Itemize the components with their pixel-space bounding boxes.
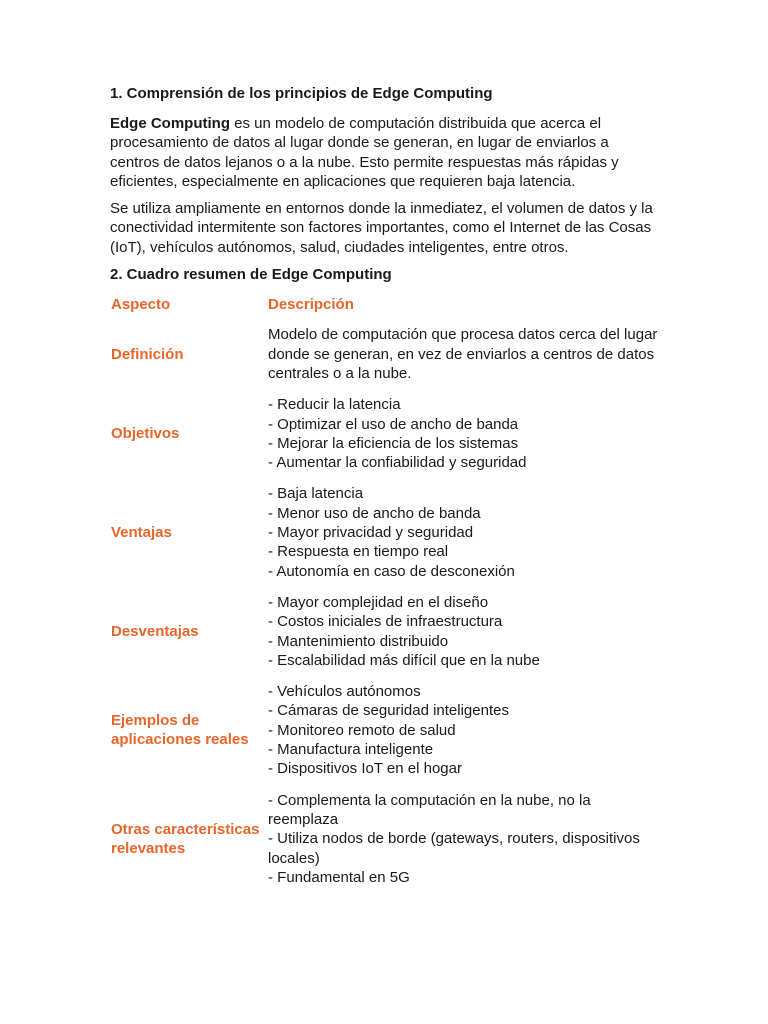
row-aspect: Ventajas — [111, 524, 172, 542]
description-line: - Utiliza nodos de borde (gateways, routers, dispositivos locales) — [268, 830, 640, 867]
header-description: Descripción — [268, 296, 354, 314]
header-aspect: Aspecto — [111, 296, 171, 314]
description-line: - Respuesta en tiempo real — [268, 543, 449, 561]
table-row — [110, 395, 662, 472]
edge-computing-term: Edge Computing — [110, 115, 230, 132]
description-line: - Dispositivos IoT en el hogar — [268, 760, 462, 778]
description-line: - Fundamental en 5G — [268, 868, 410, 886]
description-line: - Autonomía en caso de desconexión — [268, 562, 515, 580]
row-aspect: Ejemplos de aplicaciones reales — [111, 712, 249, 749]
table-row — [110, 484, 662, 580]
row-description — [268, 395, 662, 472]
document-page — [110, 84, 662, 899]
row-aspect: Objetivos — [111, 425, 180, 443]
description-line: - Mayor complejidad en el diseño — [268, 593, 489, 611]
description-line: - Vehículos autónomos — [268, 683, 421, 701]
table-body — [110, 325, 662, 887]
description-line: - Monitoreo remoto de salud — [268, 721, 456, 739]
row-description — [268, 484, 662, 580]
table-row — [110, 325, 662, 383]
description-line: - Aumentar la confiabilidad y seguridad — [268, 454, 527, 472]
row-description — [268, 682, 662, 778]
table-row — [110, 593, 662, 670]
description-line: - Optimizar el uso de ancho de banda — [268, 415, 519, 433]
description-line: - Reducir la latencia — [268, 396, 401, 414]
section-1-paragraph-2: Se utiliza ampliamente en entornos donde la inmediatez, el volumen de datos y la conectividad intermitente son factores importantes, como el Internet de las Cosas (IoT), vehículos autónomos, salud, ciudades inteligentes, entre otros. — [110, 200, 653, 256]
description-line: - Manufactura inteligente — [268, 741, 434, 759]
row-description — [268, 593, 662, 670]
description-line: - Costos iniciales de infraestructura — [268, 613, 503, 631]
section-1-paragraph-1-text: es un modelo de computación distribuida que acerca el procesamiento de datos al lugar donde se generan, en lugar de enviarlos a centros de datos lejanos o a la nube. Esto permite respuestas más rápidas y eficientes, especialmente en aplicaciones que requieren baja latencia. — [110, 115, 619, 190]
description-line: - Escalabilidad más difícil que en la nube — [268, 651, 540, 669]
section-2-title: 2. Cuadro resumen de Edge Computing — [110, 266, 392, 284]
description-line: Modelo de computación que procesa datos cerca del lugar donde se generan, en vez de enviarlos a centros de datos centrales o a la nube. — [268, 326, 658, 382]
description-line: - Complementa la computación en la nube, no la reemplaza — [268, 791, 591, 828]
description-line: - Mantenimiento distribuido — [268, 632, 449, 650]
table-row — [110, 682, 662, 778]
description-line: - Mejorar la eficiencia de los sistemas — [268, 434, 519, 452]
row-aspect: Desventajas — [111, 622, 199, 640]
description-line: - Baja latencia — [268, 485, 364, 503]
description-line: - Cámaras de seguridad inteligentes — [268, 702, 509, 720]
description-line: - Mayor privacidad y seguridad — [268, 524, 474, 542]
table-row — [110, 791, 662, 887]
summary-table — [110, 295, 662, 887]
row-aspect: Definición — [111, 345, 184, 363]
description-line: - Menor uso de ancho de banda — [268, 504, 481, 522]
row-description — [268, 325, 662, 383]
row-description — [268, 791, 662, 887]
section-1-title: 1. Comprensión de los principios de Edge Computing — [110, 85, 493, 102]
table-header-row — [110, 295, 662, 314]
section-1-paragraph-1 — [110, 114, 662, 191]
row-aspect: Otras características relevantes — [111, 820, 260, 857]
